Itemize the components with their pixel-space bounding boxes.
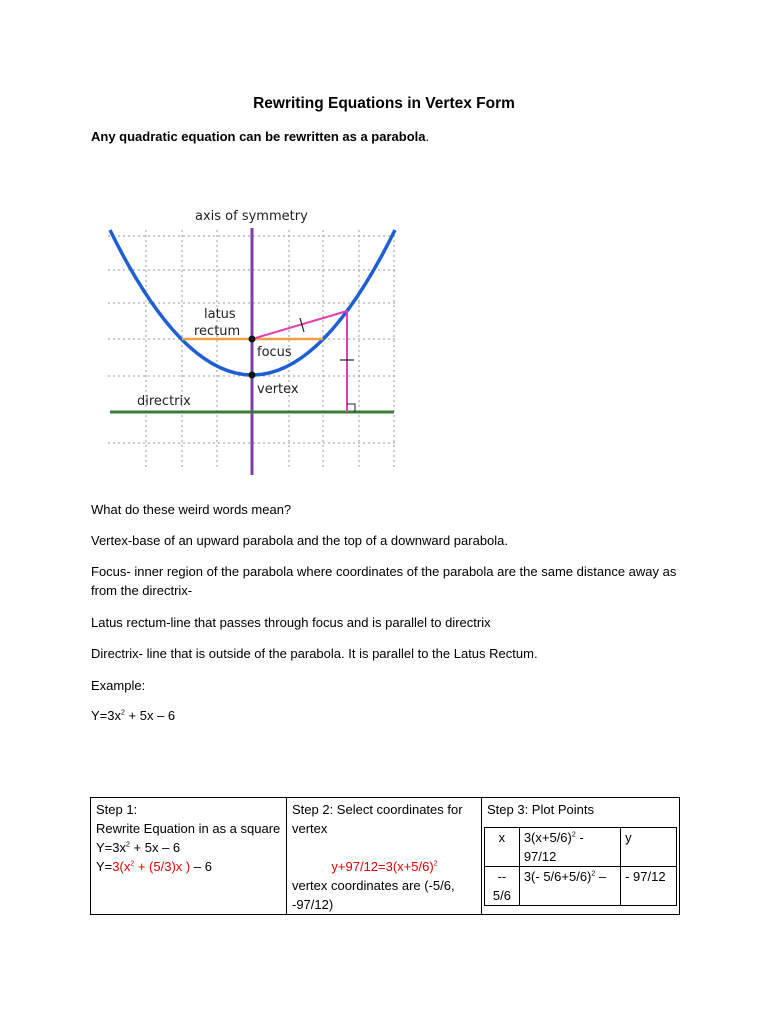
col-expr-exponent: 2 [571,831,576,839]
focus-label: focus [257,345,292,360]
col-expression-header [519,828,620,867]
document-title: Rewriting Equations in Vertex Form [253,95,515,112]
step1-rw-exponent: 2 [130,860,135,868]
row-expr-part: 3(- 5/6+5/6) [523,869,592,884]
step2-equation [292,857,477,876]
axis-of-symmetry-label: axis of symmetry [195,209,308,224]
vertex-label: vertex [257,382,299,397]
step2-vertex-coordinates: vertex coordinates are (-5/6, -97/12) [292,878,455,912]
steps-row [91,798,680,915]
step3-cell [482,798,680,915]
step1-rw-red-part: + (5/3)x ) [134,859,191,874]
intro-text: Any quadratic equation can be rewritten as a parabola [91,129,426,144]
example-label: Example: [91,678,146,693]
directrix-definition: Directrix- line that is outside of the parabola. It is parallel to the Latus Rectum. [91,646,538,661]
intro-sentence [91,129,429,144]
row-expr-exponent: 2 [591,870,596,878]
step1-eq-part: + 5x – 6 [129,840,181,855]
vertex-point [249,372,256,379]
plot-data-row [485,867,677,906]
plot-header-row [485,828,677,867]
col-expr-part: 3(x+5/6) [523,830,572,845]
example-equation-b: + 5x – 6 [124,708,176,723]
step2-header: Step 2: Select coordinates for vertex [292,802,463,836]
plot-points-table [484,827,677,906]
step2-cell [287,798,482,915]
col-expr-part: - 97/12 [523,830,584,864]
step1-rw-part: Y= [96,859,113,874]
step1-rw-part: – 6 [190,859,212,874]
step1-eq-exponent: 2 [126,841,130,849]
focal-distance-line [252,311,347,339]
step1-rw-red-part: 3(x [112,859,131,874]
example-equation [91,706,681,725]
example-equation-exponent: 2 [121,709,125,717]
focus-point [249,336,256,343]
step1-header: Step 1: [96,802,138,817]
latus-label-line2: rectum [194,324,241,339]
steps-table [90,797,680,915]
latus-rectum-definition: Latus rectum-line that passes through focus and is parallel to directrix [91,615,491,630]
step1-eq-part: Y=3x [96,840,126,855]
parabola-diagram [104,200,404,480]
step1-cell [91,798,287,915]
step2-eq-exponent: 2 [433,860,438,868]
focus-definition: Focus- inner region of the parabola where coordinates of the parabola are the same distance away as from the directrix- [91,564,677,598]
intro-period: . [425,129,430,144]
example-equation-a: Y=3x [91,708,121,723]
vertex-definition: Vertex-base of an upward parabola and the top of a downward parabola. [91,533,509,548]
row-y-value: - 97/12 [621,867,677,906]
row-expression-value [519,867,620,906]
step1-description: Rewrite Equation in as a square [96,821,281,836]
step3-header: Step 3: Plot Points [487,802,594,817]
step1-equation [96,838,282,857]
col-x-header: x [485,828,520,867]
question-text: What do these weird words mean? [91,502,292,517]
col-y-header: y [621,828,677,867]
latus-label-line1: latus [204,307,236,322]
step2-eq-part: y+97/12=3(x+5/6) [331,859,434,874]
row-x-value: -- 5/6 [485,867,520,906]
row-expr-part: – [595,869,607,884]
directrix-label: directrix [137,394,191,409]
step1-rewritten-equation [96,857,282,876]
